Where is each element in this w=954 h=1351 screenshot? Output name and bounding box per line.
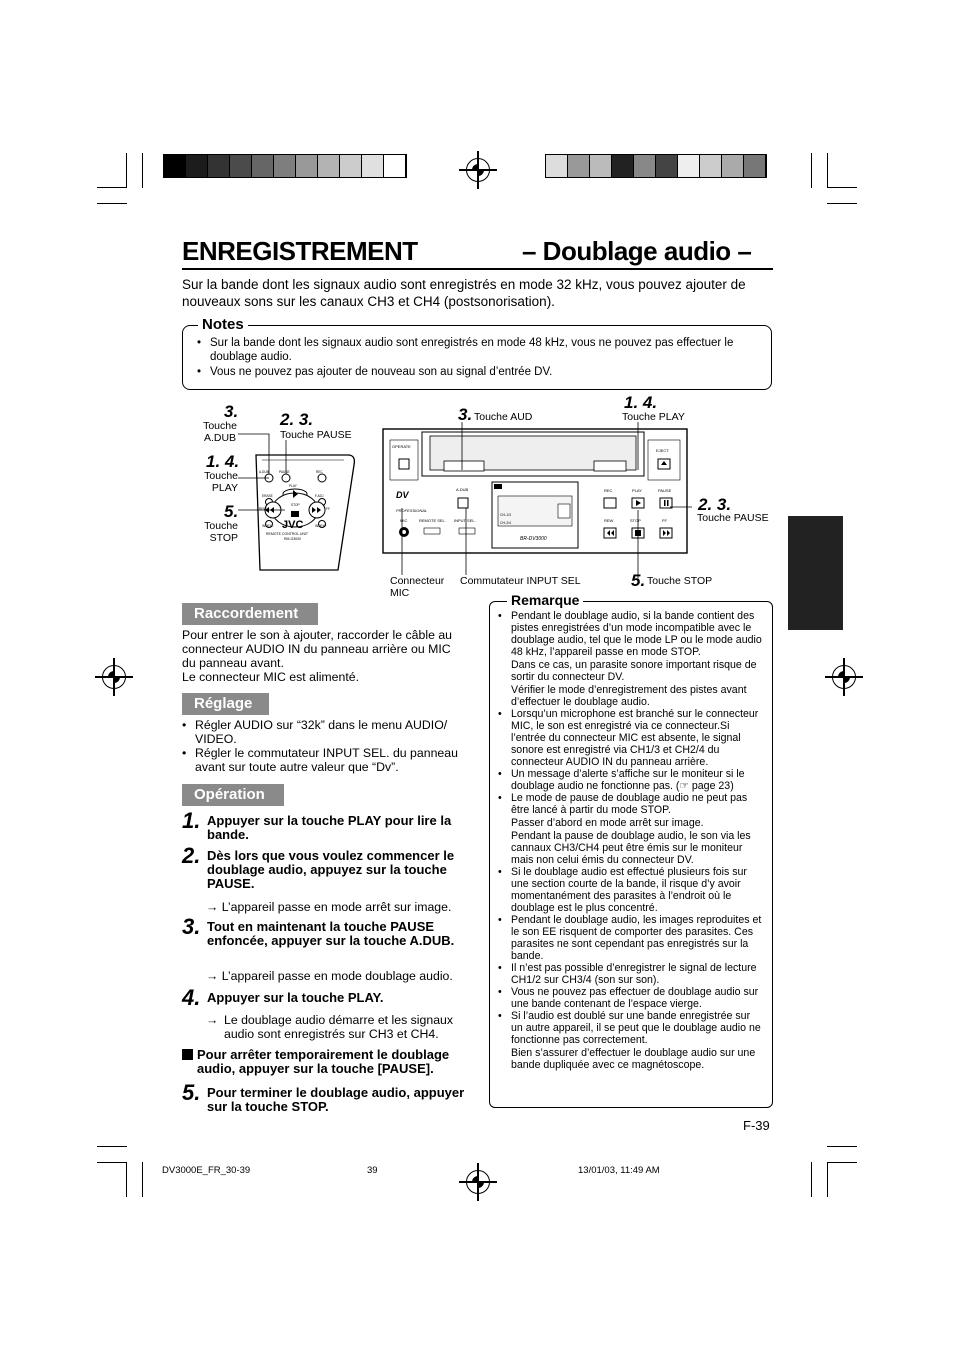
svg-text:PROFESSIONAL: PROFESSIONAL [396, 508, 428, 513]
svg-text:REC: REC [604, 488, 613, 493]
deck-label-play: Touche PLAY [622, 411, 685, 423]
step-text: Appuyer sur la touche PLAY pour lire la bande. [207, 813, 452, 842]
svg-text:OPERATE: OPERATE [392, 444, 411, 449]
deck-label-mic: Connecteur MIC [390, 575, 445, 599]
remarque-item: • Pendant le doublage audio, les images reproduites et le son EE risquent de comporter des parasites. Ces parasites ne sont cependant pas enregistrés sur la bande. [498, 914, 763, 962]
svg-text:CH-1/3: CH-1/3 [500, 513, 512, 517]
remote-brand: JVC [282, 519, 304, 531]
svg-text:STOP: STOP [630, 518, 641, 523]
footer-page: 39 [367, 1165, 378, 1176]
deck-label-aud: Touche AUD [474, 411, 533, 423]
remarque-list [498, 610, 763, 1071]
section-raccordement: Raccordement [182, 603, 318, 625]
square-bullet-icon [182, 1049, 193, 1060]
remarque-item: • Le mode de pause de doublage audio ne peut pas être lancé à partir du mode STOP. Passer d’abord en mode arrêt sur image. Pendant la pause de doublage audio, le son via les cannaux CH3/CH4 peut être émis sur le moniteur mais non celui émis du connecteur DV. [498, 792, 763, 866]
svg-text:PLAY: PLAY [289, 484, 297, 488]
result-text: L’appareil passe en mode arrêt sur image. [221, 900, 452, 914]
pause-note-text: Pour arrêter temporairement le doublage audio, appuyer sur la touche [PAUSE]. [197, 1047, 450, 1076]
note-item: • Vous ne pouvez pas ajouter de nouveau son au signal d’entrée DV. [197, 365, 762, 379]
remote-step-pause: 2. 3. [280, 410, 314, 429]
notes-heading: Notes [198, 316, 248, 333]
remarque-item: • Si l’audio est doublé sur une bande enregistrée sur un autre appareil, il se peut que le doublage audio ne fonctionne pas correctement. Bien s’assurer d’effectuer le doublage audio sur une bande dupliquée avec ce magnétoscope. [498, 1010, 763, 1071]
page-title [182, 236, 773, 270]
svg-text:A.DUB: A.DUB [456, 487, 469, 492]
footer-date: 13/01/03, 11:49 AM [578, 1165, 660, 1176]
operation-step-5 [182, 1080, 467, 1114]
svg-text:PLAY: PLAY [632, 488, 642, 493]
arrow-icon: → [206, 1013, 219, 1027]
remarque-item: • Un message d’alerte s’affiche sur le moniteur si le doublage audio ne fonctionne pas. (☞ page 23) [498, 768, 763, 792]
title-main: ENREGISTREMENT [182, 236, 418, 266]
deck-step-stop: 5. [631, 571, 646, 590]
svg-text:INPUT SEL.: INPUT SEL. [454, 518, 476, 523]
remote-drawing [238, 420, 368, 580]
chapter-tab [788, 516, 843, 630]
raccordement-para: Pour entrer le son à ajouter, raccorder le câble au connecteur AUDIO IN du panneau arrière ou MIC du panneau avant. [182, 628, 453, 670]
step-text: Tout en maintenant la touche PAUSE enfoncée, appuyer sur la touche A.DUB. [207, 919, 455, 948]
svg-text:CH-2/4: CH-2/4 [500, 521, 512, 525]
remote-step-play: 1. 4. [206, 452, 240, 471]
step-number: 4. [182, 985, 201, 1010]
remote-model: RM-G3000 [284, 537, 302, 541]
remote-label-adub: Touche A.DUB [203, 420, 237, 444]
arrow-icon: → [206, 900, 219, 914]
reglage-item: • Régler le commutateur INPUT SEL. du panneau avant sur toute autre valeur que “Dv”. [182, 746, 467, 774]
remarque-heading: Remarque [507, 592, 583, 608]
operation-step-4 [182, 985, 467, 1010]
svg-text:REC: REC [316, 470, 323, 474]
step-text: Appuyer sur la touche PLAY. [207, 990, 384, 1005]
svg-text:F.ADJ: F.ADJ [315, 494, 324, 498]
step-3-result [206, 969, 468, 983]
remote-label-stop: Touche STOP [204, 520, 238, 544]
deck-leaders [380, 400, 713, 600]
remote-label-pause: Touche PAUSE [280, 429, 352, 441]
section-operation: Opération [182, 784, 284, 806]
svg-text:PAUSE: PAUSE [658, 488, 672, 493]
svg-text:INDEX–: INDEX– [262, 524, 274, 528]
svg-text:A.DUB: A.DUB [259, 470, 269, 474]
arrow-icon: → [206, 969, 219, 983]
svg-text:EJECT: EJECT [656, 448, 669, 453]
svg-text:DV: DV [396, 490, 409, 500]
title-sub: – Doublage audio – [522, 236, 752, 266]
reglage-list [182, 718, 467, 774]
section-reglage: Réglage [182, 693, 269, 715]
deck-label-stop: Touche STOP [647, 575, 713, 587]
remarque-item: • Lorsqu’un microphone est branché sur le connecteur MIC, le son est enregistré via ce connecteur.Si l’entrée du connecteur MIC est absente, le signal sonore est enregistré via CH1/3 et CH2/4 du connecteur AUDIO IN du panneau arrière. [498, 708, 763, 768]
reglage-item: • Régler AUDIO sur “32k” dans le menu AUDIO/ VIDEO. [182, 718, 467, 746]
step-4-result [206, 1013, 468, 1041]
remarque-item: • Pendant le doublage audio, si la bande contient des pistes enregistrées d’un mode incompatible avec le doublage audio, tel que le mode LP ou le mode audio 48 kHz, l’appareil passe en mode STOP. Dans ce cas, un parasite sonore important risque de sortir du connecteur DV. Vérifier le mode d’enregistrement des pistes avant d’effectuer le doublage audio. [498, 610, 763, 708]
deck-label-input: Commutateur INPUT SEL [460, 575, 581, 587]
step-number: 1. [182, 808, 201, 833]
remote-step-adub: 3. [224, 402, 239, 421]
svg-text:FF: FF [326, 507, 330, 511]
svg-text:MIC: MIC [400, 518, 408, 523]
svg-text:FF: FF [662, 518, 667, 523]
step-number: 5. [182, 1080, 201, 1105]
remarque-item: • Il n’est pas possible d’enregistrer le signal de lecture CH1/2 sur CH3/4 (son sur son). [498, 962, 763, 986]
svg-text:REW: REW [259, 507, 267, 511]
deck-step-play: 1. 4. [624, 393, 658, 412]
page-number: F-39 [743, 1118, 770, 1133]
raccordement-para2: Le connecteur MIC est alimenté. [182, 670, 360, 684]
deck-step-aud: 3. [458, 405, 473, 424]
svg-text:REW: REW [604, 518, 614, 523]
step-number: 3. [182, 914, 201, 939]
svg-text:REMOTE SEL.: REMOTE SEL. [419, 518, 446, 523]
raccordement-text [182, 628, 467, 684]
notes-box [182, 325, 772, 390]
deck-step-pause: 2. 3. [698, 495, 732, 514]
svg-text:INDEX+: INDEX+ [315, 524, 327, 528]
result-text: L’appareil passe en mode doublage audio. [221, 969, 453, 983]
footer-file: DV3000E_FR_30-39 [162, 1165, 251, 1176]
svg-text:STOP: STOP [291, 503, 300, 507]
remarque-item: • Si le doublage audio est effectué plusieurs fois sur une section courte de la bande, il risque d’y avoir momentanément des parasites à l’endroit où le doublage est le plus concentré. [498, 866, 763, 914]
operation-step-3 [182, 914, 467, 948]
step-2-result [206, 900, 468, 914]
remote-step-stop: 5. [224, 502, 239, 521]
deck-label-pause: Touche PAUSE [697, 512, 769, 524]
note-item: • Sur la bande dont les signaux audio sont enregistrés en mode 48 kHz, vous ne pouvez pas effectuer le doublage audio. [197, 336, 762, 364]
operation-step-1 [182, 808, 467, 842]
intro-text: Sur la bande dont les signaux audio sont enregistrés en mode 32 kHz, vous pouvez ajouter de nouveaux sons sur les canaux CH3 et CH4 (postsonorisation). [182, 277, 746, 309]
result-text: Le doublage audio démarre et les signaux audio sont enregistrés sur CH3 et CH4. [224, 1013, 454, 1041]
svg-text:BR-DV3000: BR-DV3000 [520, 536, 547, 542]
svg-text:ERASE: ERASE [262, 494, 273, 498]
step-number: 2. [182, 843, 201, 868]
remote-label-play: Touche PLAY [204, 470, 238, 494]
remote-caption: REMOTE CONTROL UNIT [266, 532, 309, 536]
step-text: Dès lors que vous voulez commencer le doublage audio, appuyez sur la touche PAUSE. [207, 848, 455, 891]
pause-note [182, 1048, 467, 1076]
svg-text:PAUSE: PAUSE [279, 470, 290, 474]
remarque-item: • Vous ne pouvez pas effectuer de doublage audio sur une bande contenant de l’espace vierge. [498, 986, 763, 1010]
operation-step-2 [182, 843, 467, 891]
step-text: Pour terminer le doublage audio, appuyer sur la touche STOP. [207, 1085, 465, 1114]
